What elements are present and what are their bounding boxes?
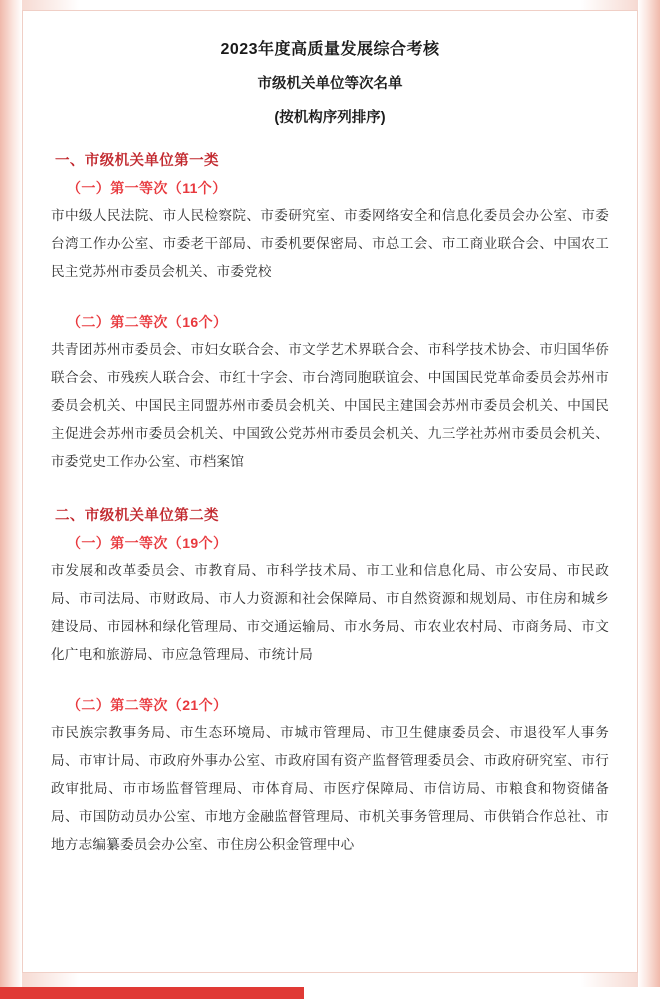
group-body: 市发展和改革委员会、市教育局、市科学技术局、市工业和信息化局、市公安局、市民政局、市司法局、市财政局、市人力资源和社会保障局、市自然资源和规划局、市住房和城乡建设局、市园林和绿化管理局、市交通运输局、市水务局、市农业农村局、市商务局、市文化广电和旅游局、市应急管理局、市统计局	[51, 563, 609, 662]
spacer	[49, 482, 611, 494]
title-line-1: 2023年度高质量发展综合考核	[220, 41, 440, 58]
spacer	[49, 675, 611, 687]
title-line-3: (按机构序列排序)	[274, 110, 386, 126]
group-subtitle: （二）第二等次（16个）	[67, 314, 228, 330]
section-title: 二、市级机关单位第二类	[55, 508, 219, 524]
group-subtitle: （一）第一等次（11个）	[67, 180, 227, 196]
group-subtitle: （一）第一等次（19个）	[67, 535, 228, 551]
spacer	[49, 292, 611, 304]
document-header	[49, 33, 611, 135]
title-line-2: 市级机关单位等次名单	[257, 76, 403, 92]
document-body	[22, 10, 638, 973]
page-right-edge-decoration	[638, 0, 660, 999]
group-body: 市民族宗教事务局、市生态环境局、市城市管理局、市卫生健康委员会、市退役军人事务局、市审计局、市政府外事办公室、市政府国有资产监督管理委员会、市政府研究室、市行政审批局、市市场监督管理局、市体育局、市医疗保障局、市信访局、市粮食和物资储备局、市国防动员办公室、市地方金融监督管理局、市机关事务管理局、市供销合作总社、市地方志编纂委员会办公室、市住房公积金管理中心	[51, 725, 609, 852]
bottom-accent-red	[0, 987, 304, 999]
group-subtitle: （二）第二等次（21个）	[67, 697, 228, 713]
document-content	[49, 149, 611, 859]
group-body: 共青团苏州市委员会、市妇女联合会、市文学艺术界联合会、市科学技术协会、市归国华侨联合会、市残疾人联合会、市红十字会、市台湾同胞联谊会、中国国民党革命委员会苏州市委员会机关、中国民主同盟苏州市委员会机关、中国民主建国会苏州市委员会机关、中国民主促进会苏州市委员会机关、中国致公党苏州市委员会机关、九三学社苏州市委员会机关、市委党史工作办公室、市档案馆	[51, 342, 609, 469]
bottom-accent-white	[304, 987, 660, 999]
bottom-accent-bar	[0, 987, 660, 999]
section-category-two	[49, 504, 611, 859]
group-body: 市中级人民法院、市人民检察院、市委研究室、市委网络安全和信息化委员会办公室、市委台湾工作办公室、市委老干部局、市委机要保密局、市总工会、市工商业联合会、中国农工民主党苏州市委员会机关、市委党校	[51, 208, 609, 279]
page-left-edge-decoration	[0, 0, 22, 999]
section-title: 一、市级机关单位第一类	[55, 153, 219, 169]
section-category-one	[49, 149, 611, 476]
